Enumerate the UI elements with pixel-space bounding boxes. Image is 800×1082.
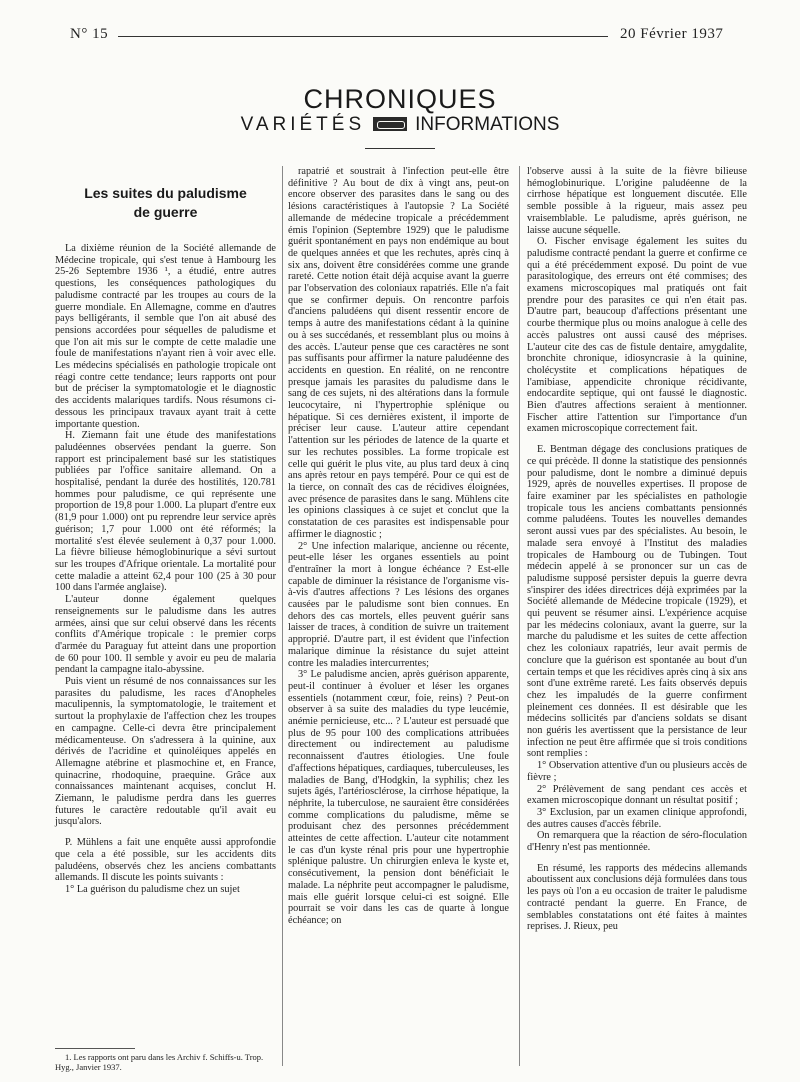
- article-title-line2: de guerre: [133, 204, 198, 220]
- masthead-rule: [365, 148, 435, 149]
- paragraph: L'auteur donne également quelques renseignements sur le paludisme dans les autres armées, ainsi que sur celui observé dans les récents conflits d'Amérique tropicale : le premier corps d'armée du Paraguay fut atteint dans une proportion de 60 pour 100. Il semble y avoir eu peu de malaria pendant la campagne italo-abyssine.: [55, 594, 276, 676]
- spacer: [55, 828, 276, 837]
- paragraph: La dixième réunion de la Société allemande de Médecine tropicale, qui s'est tenue à Hambourg les 25-26 Septembre 1936 ¹, a étudié, entre autres questions, les conséquences pathologiques du paludisme contracté par les troupes au cours de la guerre mondiale. En Allemagne, comme en d'autres pays belligérants, il semble que l'on ait abusé des pensions accordées pour séquelles de paludisme et que l'on ait mis sur le compte de cette maladie une foule de manifestations n'ayant rien à voir avec elle. Les médecins spécialisés en pathologie tropicale ont réagi contre cette tendance; leurs rapports ont pour but de préciser la symptomatologie et le diagnostic des accidents malariques tardifs. Nous résumons ci-dessous les principaux travaux ayant trait à cette importante question.: [55, 243, 276, 430]
- footnote: [55, 1052, 276, 1072]
- masthead-informations: INFORMATIONS: [415, 114, 560, 135]
- masthead-varietes: VARIÉTÉS: [240, 114, 366, 135]
- ornament-icon: [373, 117, 407, 131]
- paragraph: 1° Observation attentive d'un ou plusieurs accès de fièvre ;: [527, 760, 747, 783]
- paragraph: l'observe aussi à la suite de la fièvre bilieuse hémoglobinurique. L'origine paludéenne de la cirrhose hépatique est longuement discutée. Elle semble possible à la rigueur, mais assez peu vraisemblable. Le paludisme, après guérison, ne laisse aucune séquelle.: [527, 166, 747, 236]
- spacer: [527, 435, 747, 444]
- page-header: [0, 26, 800, 46]
- paragraph: 2° Prélèvement de sang pendant ces accès et examen microscopique donnant un résultat positif ;: [527, 783, 747, 807]
- column-2: [288, 166, 509, 927]
- paragraph: En résumé, les rapports des médecins allemands aboutissent aux conclusions déjà formulées dans tous les pays où l'on a eu occasion de traiter le paludisme contracté pendant la guerre. En France, de semblables constatations ont été faites à maintes reprises. J. Rieux, peu: [527, 862, 747, 933]
- paragraph: Puis vient un résumé de nos connaissances sur les parasites du paludisme, les races d'Anopheles maculipennis, la symptomatologie, le traitement et surtout la prophylaxie de l'affection chez les troupes en campagne. Celle-ci devra être principalement médicamenteuse. On s'adressera à la quinine, aux dérivés de l'acridine et quinoléiques appelés en Allemagne atébrine et plasmochine et, en France, quinacrine, rhodoquine, praequine. Grâce aux connaissances maintenant acquises, conclut H. Ziemann, le paludisme perdra dans les guerres futures le caractère redoutable qu'il avait eu jusqu'alors.: [55, 676, 276, 828]
- column-divider: [282, 166, 283, 1066]
- column-divider: [519, 166, 520, 1066]
- paragraph: 1° La guérison du paludisme chez un sujet: [65, 883, 240, 895]
- header-rule: [118, 36, 608, 37]
- article-title-line1: Les suites du paludisme: [84, 185, 247, 201]
- spacer: [527, 854, 747, 863]
- paragraph: 3° Le paludisme ancien, après guérison apparente, peut-il continuer à évoluer et léser les organes essentiels (notamment cœur, foie, reins) ? Peut-on observer à sa suite des maladies du type leucémie, anémie pernicieuse, etc... ? L'auteur est persuadé que plus de 95 pour 100 des complications attribuées directement ou indirectement au paludisme reconnaissent d'autres étiologies. Une foule d'affections hépatiques, cardiaques, tuberculeuses, les maladies de Bang, d'Hodgkin, la syphilis; chez les sujets âgés, l'artériosclérose, la cirrhose hépatique, la néphrite, la tuberculose, ne sauraient être considérées comme complications du paludisme, même se produisant chez des personnes précédemment atteintes de cette affection. L'auteur cite notamment le cas d'un kyste rénal pris pour une hypertrophie splénique palustre. Un chirurgien enleva le kyste et, consécutivement, la pension dont bénéficiait le malade. La néphrite peut accompagner le paludisme, mais elle guérit lorsque celui-ci est soigné. Elle pourrait se voir dans les cas de quarte à longue échéance; on: [288, 669, 509, 926]
- masthead-subtitle: [0, 114, 800, 136]
- article-title: [55, 184, 276, 222]
- footnote-text: 1. Les rapports ont paru dans les Archiv f. Schiffs-u. Trop. Hyg., Janvier 1937.: [55, 1052, 264, 1072]
- paragraph: 2° Une infection malarique, ancienne ou récente, peut-elle léser les organes essentiels au point d'entraîner la mort à longue échéance ? Est-elle capable de diminuer la résistance de l'organisme vis-à-vis d'autres affections ? Les lésions des organes causées par le paludisme sont bien connues. En dehors des cas mortels, elles peuvent guérir sans laisser de traces, à condition de suivre un traitement approprié. D'autre part, il est évident que l'infection malarique diminue la résistance du sujet atteint contre les maladies intercurrentes;: [288, 540, 509, 669]
- paragraph: P. Mühlens a fait une enquête aussi approfondie que cela a été possible, sur les accidents dits paludéens, observés chez les anciens combattants allemands. Il discute les points suivants :: [55, 837, 276, 884]
- column-3: [527, 166, 747, 933]
- paragraph: E. Bentman dégage des conclusions pratiques de ce qui précède. Il donne la statistique des pensionnés pour paludisme, dont le nombre a diminué depuis 1929, après de nouvelles expertises. Il propose de faire examiner par les spécialistes en pathologie tropicale tous les anciens combattants pensionnés comme paludéens. Toutes les nouvelles demandes seront aussi vues par des spécialistes. Au besoin, le malade sera envoyé à l'Institut des maladies tropicales de Hambourg ou de Tubingen. Tout médecin appelé à se prononcer sur un cas de paludisme supposé persister depuis la guerre devra s'inspirer des idées directrices déjà exprimées par la Société allemande de Médecine tropicale (1929), et qui peuvent se résumer ainsi. L'expérience acquise par les médecins coloniaux, avant la guerre, sur la marche du paludisme et les suites de cette affection chez les coloniaux rapatriés, leur avait permis de conclure que la guérison est spontanée au bout d'un certain temps et que les récidives après cinq à six ans sont d'une extrême rareté. Les faits observés depuis chez les impaludés de la guerre confirment pleinement ces données. Il est désirable que les médecins sollicités par d'anciens soldats se disant non guéris les avertissent que la persistance de leur infection ne peut être affirmée que si trois conditions sont remplies :: [527, 444, 747, 760]
- paragraph: rapatrié et soustrait à l'infection peut-elle être définitive ? Au bout de dix à vingt ans, peut-on encore observer des parasites dans le sang ou des lésions caractéristiques à l'autopsie ? La Société allemande de médecine tropicale a précédemment émis l'opinion (Septembre 1929) que le paludisme guérit spontanément en pays non endémique au bout de quelques années et que les rechutes, après cinq à six ans, doivent être considérées comme une grande rareté. Cette notion était déjà acquise avant la guerre par l'observation des coloniaux rapatriés. Elle n'a fait que se confirmer depuis. On rencontre parfois d'anciens paludéens qui disent ressentir encore de temps à autre des manifestations cédant à la quinine ou à ses succédanés, et ressemblant plus ou moins à des accès. L'auteur pense que ces caractères ne sont pas suffisants pour affirmer la nature paludéenne des accidents en question. En réalité, on ne rencontre presque jamais les parasites du paludisme dans le sang de ces sujets, ni des altérations dans la formule leucocytaire, ni l'hypertrophie splénique ou hépatique. Si ces dernières existent, il importe de préciser leur cause. L'auteur attire cependant l'attention sur les périodes de latence de la quarte et sur les rechutes possibles. La forme tropicale est celle qui guérit le plus vite, au plus tard deux à cinq ans après retour en pays tempéré. Pour ce qui est de la tierce, on connaît des cas de récidives éloignées, avec présence de parasites dans le sang. Mühlens cite les opinions classiques à ce sujet et conclut que la constatation de ces parasites est indispensable pour affirmer le diagnostic ;: [288, 166, 509, 540]
- column-1: [55, 243, 276, 896]
- paragraph: 3° Exclusion, par un examen clinique approfondi, des autres causes d'accès fébrile.: [527, 806, 747, 830]
- paragraph: H. Ziemann fait une étude des manifestations paludéennes observées pendant la guerre. Son rapport est principalement basé sur les statistiques publiées par l'office sanitaire allemand. On a hospitalisé, pendant la durée des hostilités, 120.781 hommes pour paludisme, ce qui représente une proportion de 19,8 pour 1.000. La plupart d'entre eux (81,9 pour 1.000) ont pu reprendre leur service après guérison; 1,7 pour 1.000 ont été réformés; la mortalité s'est élevée seulement à 0,37 pour 1.000. La fièvre bilieuse hémoglobinurique a sévi surtout sur les troupes d'Afrique orientale. La mortalité pour cette maladie a atteint 62,4 pour 100 (25 à 30 pour 100 dans l'armée anglaise).: [55, 430, 276, 594]
- paragraph: On remarquera que la réaction de séro-floculation d'Henry n'est pas mentionnée.: [527, 830, 747, 854]
- issue-number: N° 15: [70, 26, 109, 42]
- issue-date: 20 Février 1937: [620, 26, 724, 42]
- paragraph: O. Fischer envisage également les suites du paludisme contracté pendant la guerre et confirme ce qui a été précédemment exposé. Du point de vue parasitologique, des erreurs ont été commises; des examens microscopiques mal pratiqués ont fait prendre pour des parasites ce qui n'en était pas. D'autre part, beaucoup d'affections présentant une courbe thermique plus ou moins analogue à celle des accès palustres ont aussi causé des méprises. L'auteur cite des cas de fistule dentaire, amygdalite, bronchite chronique, idiosyncrasie à la quinine, cholécystite et complications hépatiques de l'amibiase, appendicite chronique récidivante, endocardite septique, qui ont faussé le diagnostic. Bien d'autres affections seraient à mentionner. Fischer attire l'attention sur l'importance d'un examen microscopique correctement fait.: [527, 236, 747, 435]
- masthead-title: CHRONIQUES: [303, 84, 497, 114]
- footnote-rule: [55, 1048, 135, 1049]
